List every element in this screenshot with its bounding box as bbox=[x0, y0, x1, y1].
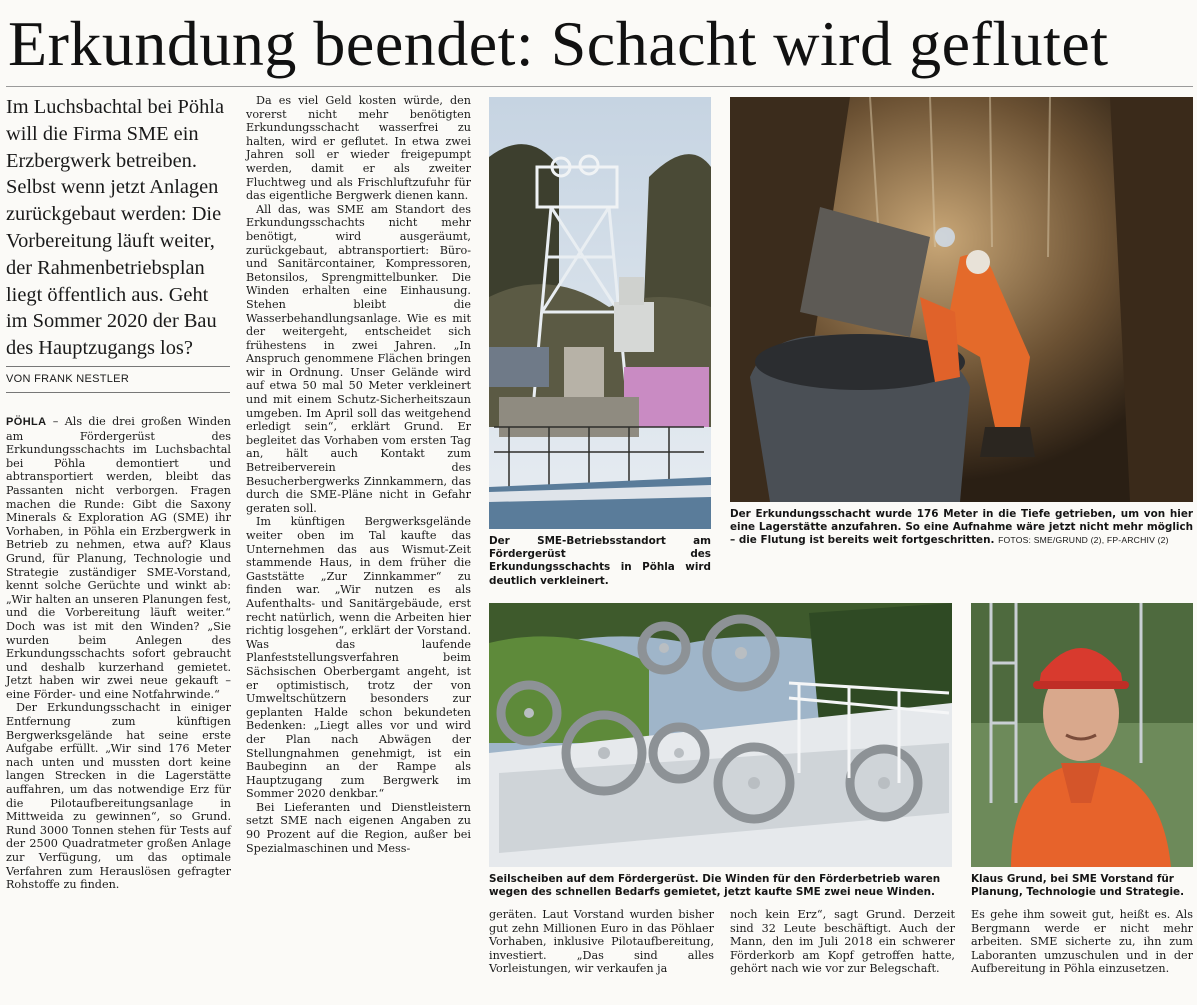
headline: Erkundung beendet: Schacht wird geflutet bbox=[8, 8, 1109, 79]
byline: VON FRANK NESTLER bbox=[6, 373, 130, 385]
photo-mine-shaft bbox=[730, 97, 1193, 502]
article-column-5: Es gehe ihm soweit gut, heißt es. Als Bergmann werde er nicht mehr arbeiten. SME sicherte zu, ihn zum Laboranten umzuschulen und in der Aufbereitung in Pöhla einzusetzen. bbox=[971, 908, 1193, 976]
article-column-4: noch kein Erz“, sagt Grund. Derzeit sind 32 Leute beschäftigt. Auch der Mann, den im Juli 2018 ein schwerer Förderkorb am Kopf getroffen hatte, gehört nach wie vor zur Belegschaft. bbox=[730, 908, 955, 976]
caption-photo-sheaves: Seilscheiben auf dem Fördergerüst. Die Winden für den Förderbetrieb waren wegen des schnellen Bedarfs gemietet, jetzt kaufte SME zwei neue Winden. bbox=[489, 873, 941, 899]
photo-credit: FOTOS: SME/GRUND (2), FP-ARCHIV (2) bbox=[998, 535, 1169, 546]
caption-photo-portrait: Klaus Grund, bei SME Vorstand für Planung, Technologie und Strategie. bbox=[971, 873, 1185, 899]
paragraph: – Als die drei großen Winden am Fördergerüst des Erkundungsschachts im Luchsbachtal bei Pöhla demontiert und abtransportiert werden, bleibt das Passanten nicht verborgen. Fragen machen die Runde: Gibt die Saxony Minerals & Exploration AG (SME) ihr Vorhaben, in Pöhla ein Erzbergwerk in Betrieb zu nehmen, etwa auf? Klaus Grund, für Planung, Technologie und Strategie zuständiger SME-Vorstand, kennt solche Gerüchte und winkt ab: „Wir halten an unseren Planungen fest, und die Vorbereitung läuft weiter.“ Doch was ist mit den Winden? „Sie wurden beim Anlegen des Erkundungsschachts sofort gebraucht und deshalb kurzerhand gemietet. Jetzt haben wir zwei neue gekauft – eine Förder- und eine Notfahrwinde.“ bbox=[6, 415, 231, 701]
byline-rule-top bbox=[6, 366, 230, 367]
headline-rule bbox=[6, 86, 1193, 87]
article-column-3: geräten. Laut Vorstand wurden bisher gut zehn Millionen Euro in das Pöhlaer Vorhaben, inklusive Pilotaufbereitung, investiert. „Das sind alles Vorleistungen, wir verkaufen ja bbox=[489, 908, 714, 976]
paragraph: Da es viel Geld kosten würde, den vorerst nicht mehr benötigten Erkundungsschacht wasserfrei zu halten, wird er geflutet. In etwa zwei Jahren soll er wieder freigepumpt werden, damit er als zweiter Fluchtweg und als Frischluftzufuhr für das eigentliche Bergwerk dienen kann. bbox=[246, 94, 471, 203]
photo-portrait-klaus-grund bbox=[971, 603, 1193, 867]
caption-photo-headframe: Der SME-Betriebsstandort am Fördergerüst des Erkundungsschachts in Pöhla wird deutlich verkleinert. bbox=[489, 535, 711, 587]
lead-paragraph: Im Luchsbachtal bei Pöhla will die Firma SME ein Erzbergwerk betreiben. Selbst wenn jetzt Anlagen zurückgebaut werden: Die Vorbereitung läuft weiter, der Rahmenbetriebsplan liegt öffentlich aus. Geht im Sommer 2020 der Bau des Hauptzugangs los? bbox=[6, 96, 225, 360]
caption-photo-mine-shaft bbox=[730, 508, 1193, 548]
byline-rule-bottom bbox=[6, 392, 230, 393]
article-column-1 bbox=[6, 415, 231, 892]
dateline: PÖHLA bbox=[6, 416, 47, 428]
photo-headframe bbox=[489, 97, 711, 529]
paragraph: Bei Lieferanten und Dienstleistern setzt SME nach eigenen Angaben zu 90 Prozent auf die Region, außer bei Spezialmaschinen und Mess- bbox=[246, 800, 471, 855]
paragraph: All das, was SME am Standort des Erkundungsschachts nicht mehr benötigt, wird ausgeräumt, zurückgebaut, abtransportiert: Büro- und Sanitärcontainer, Kompressoren, Betonsilos, Sprengmittelbunker. Die Winden erhalten eine Einhausung. Stehen bleibt die Wasserbehandlungsanlage. Wie es mit der weitergeht, entscheidet sich frühestens in zwei Jahren. „In Anspruch genommene Flächen bringen wir in Ordnung. Unser Gelände wird auf etwa 50 mal 50 Meter verkleinert und mit einem Schutz-Sicherheitszaun umgeben. Im April soll das weitgehend erledigt sein“, erklärt Grund. Er begleitet das Vorhaben vom ersten Tag an, hält auch Kontakt zum Betreiberverein des Besucherbergwerks Zinnkammern, das durch die SME-Pläne nicht in Gefahr geraten soll. bbox=[246, 202, 471, 515]
photo-sheaves bbox=[489, 603, 952, 867]
article-column-2 bbox=[246, 94, 471, 855]
caption-text: Der Erkundungsschacht wurde 176 Meter in die Tiefe getrieben, um von hier eine Lagerstätte anzufahren. So eine Aufnahme wäre jetzt nicht mehr möglich – die Flutung ist bereits weit fortgeschritten. bbox=[730, 508, 1193, 547]
paragraph: Der Erkundungsschacht in einiger Entfernung zum künftigen Bergwerksgelände hat seine erste Aufgabe erfüllt. „Wir sind 176 Meter nach unten und mussten dort keine langen Strecken in die Lagerstätte auffahren, um das notwendige Erz für die Pilotaufbereitungsanlage in Mittweida zu gewinnen“, so Grund. Rund 3000 Tonnen stehen für Tests auf der 2500 Quadratmeter großen Anlage zur Verfügung, um das optimale Verfahren zum Herauslösen gefragter Rohstoffe zu finden. bbox=[6, 701, 231, 892]
paragraph: Im künftigen Bergwerksgelände weiter oben im Tal kaufte das Unternehmen das aus Wismut-Zeit stammende Haus, in dem früher die Gaststätte „Zur Zinnkammer“ zu finden war. „Wir nutzen es als Aufenthalts- und Sanitärgebäude, erst recht natürlich, wenn die Arbeiten hier richtig losgehen“, erklärt der Vorstand. Was das laufende Planfeststellungsverfahren beim Sächsischen Oberbergamt angeht, ist er optimistisch, trotz der von Umweltschützern besonders zur geplanten Halde schon bekundeten Bedenken: „Liegt alles vor und wird der Plan nach Abwägen der Stellungnahmen genehmigt, ist ein Baubeginn an der Rampe als Hauptzugang zum Bergwerk im Sommer 2020 denkbar.“ bbox=[246, 515, 471, 801]
